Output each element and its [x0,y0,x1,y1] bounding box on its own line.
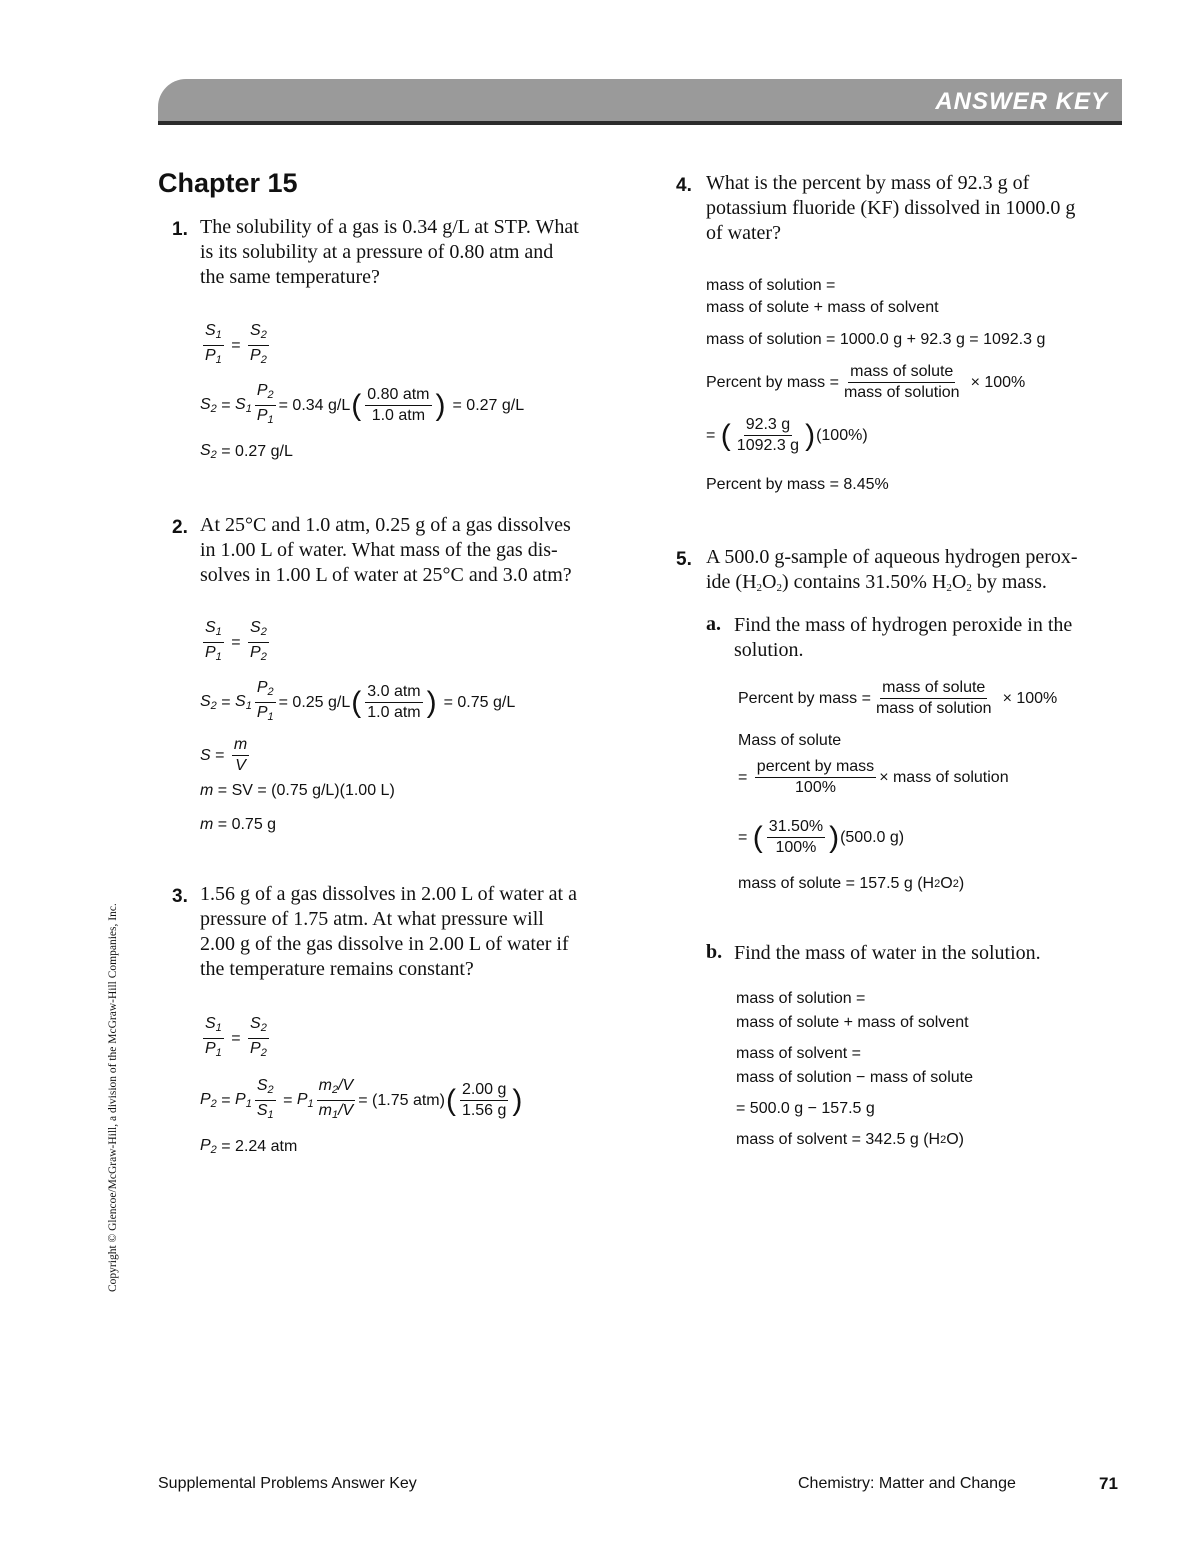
equation-line: $S_2$ = 0.27 g/L [200,442,293,461]
header-rule [158,121,1122,125]
footer-book-section: Supplemental Problems Answer Key [158,1475,417,1492]
equation-text: = (1.75 atm) [358,1091,445,1109]
fraction-denominator: 1092.3 g [736,437,800,454]
equation-text: = 0.34 g/L [278,396,351,414]
equation-result: = 0.27 g/L [221,442,293,460]
fraction-numerator: 0.80 atm [365,386,431,406]
equation-result: = 0.75 g [217,816,277,833]
equation-text: × mass of solution [879,768,1009,786]
fraction-numerator: mass of solute [880,679,987,699]
question-number: 5. [676,549,692,570]
equation-line: S = $\frac{m}{V}$ [200,736,248,774]
fraction-denominator: 1.0 atm [371,407,426,424]
copyright-notice: Copyright © Glencoe/McGraw-Hill, a division of the McGraw-Hill Companies, Inc. [107,903,119,1292]
solution-line: mass of solvent = [736,1045,861,1062]
part-line: Find the mass of hydrogen peroxide in the [734,614,1073,636]
equation-text: Percent by mass = [738,689,871,707]
equation-text: Percent by mass = [706,373,839,391]
fraction-denominator: 1.56 g [461,1102,507,1119]
question-text [706,171,1075,246]
equation-text: (500.0 g) [840,828,905,846]
question-line: A 500.0 g-sample of aqueous hydrogen perox- [706,546,1078,568]
equation-line: $\frac{S_1}{P_1}$ = $\frac{S_2}{P_2}$ [205,322,267,366]
solution-line: mass of solution − mass of solute [736,1069,973,1086]
solution-result: mass of solvent = 342.5 g (H 2 O) [736,1131,965,1148]
equation-line: m = SV = (0.75 g/L)(1.00 L) [200,782,395,799]
fraction-numerator: 92.3 g [744,416,792,436]
question-line: The solubility of a gas is 0.34 g/L at STP. What [200,216,579,238]
equation-line: = ( $\frac{31.50\%}{100\%}$ ) (500.0 g) [738,818,905,856]
solution-line: mass of solute + mass of solvent [736,1014,969,1031]
question-text [200,215,579,290]
fraction-denominator: mass of solution [875,700,992,717]
solution-line: mass of solution = [706,277,836,294]
fraction-numerator: mass of solute [848,363,955,383]
solution-line: mass of solution = [736,990,866,1007]
part-line: solution. [734,639,804,661]
fraction-denominator: 1.0 atm [367,704,421,721]
question-number: 1. [172,219,188,240]
part-text: Find the mass of water in the solution. [734,942,1041,964]
equation-text: × 100% [1002,689,1058,707]
solution-line: mass of solute + mass of solvent [706,299,939,316]
part-label: a. [706,613,721,635]
equation-line: $\frac{S_1}{P_1}$ = $\frac{S_2}{P_2}$ [205,619,267,663]
question-text [200,882,577,982]
equation-line: m = 0.75 g [200,816,277,833]
equation-line: $S_2$ = $S_1$ $\frac{P_2}{P_1}$ = 0.34 g/L ( $\frac{\text{0.80 atm}}{\text{1.0 atm}}$ ) = 0.27 g/L [200,382,525,426]
equation-result: = 0.27 g/L [452,396,525,414]
solution-result: Percent by mass = 8.45% [706,476,889,493]
question-line: 1.56 g of a gas dissolves in 2.00 L of water at a [200,883,577,905]
question-line: pressure of 1.75 atm. At what pressure will [200,908,544,930]
question-number: 2. [172,517,188,538]
equation-line: $\frac{S_1}{P_1}$ = $\frac{S_2}{P_2}$ [205,1015,267,1059]
question-line: solves in 1.00 L of water at 25°C and 3.0 atm? [200,564,572,586]
part-label: b. [706,941,723,963]
equation-result: = 0.75 g/L [443,693,516,711]
equation-result: = 2.24 atm [221,1137,298,1155]
equation-line [738,679,1057,718]
equation-line: $P_2$ = 2.24 atm [200,1137,298,1156]
fraction-numerator: percent by mass [755,758,876,778]
question-number: 3. [172,886,188,907]
fraction-numerator: 31.50% [767,818,825,838]
question-line: of water? [706,222,781,244]
question-line: in 1.00 L of water. What mass of the gas dis- [200,539,558,561]
question-line: At 25°C and 1.0 atm, 0.25 g of a gas dissolves [200,514,571,536]
question-line: ide $(H_2O_2)$ contains 31.50% $H_2O_2$ by mass. [706,571,1047,594]
fraction-numerator: 3.0 atm [365,683,422,703]
solution-result: mass of solute = 157.5 g (H 2 O 2 ) [738,875,965,892]
question-text [200,513,572,588]
equation-line: = ( $\frac{92.3 g}{1092.3 g}$ ) (100%) [706,416,868,454]
equation-text: × 100% [970,373,1026,391]
equation-line: $S_2$ = $S_1$ $\frac{P_2}{P_1}$ = 0.25 g/L ( $\frac{\text{3.0 atm}}{\text{1.0 atm}}$ ) = 0.75 g/L [200,679,516,723]
solution-line: Mass of solute [738,732,842,749]
header-title: ANSWER KEY [935,88,1108,115]
equation-text: = SV = (0.75 g/L)(1.00 L) [217,782,395,799]
question-line: What is the percent by mass of 92.3 g of [706,172,1030,194]
equation-line: = $\frac{\text{percent by mass}}{100\%}$ × mass of solution [738,758,1009,796]
question-line: 2.00 g of the gas dissolve in 2.00 L of water if [200,933,569,955]
fraction-denominator: mass of solution [843,384,960,401]
equation-text: = 0.25 g/L [278,693,351,711]
question-line: the same temperature? [200,266,380,288]
part-text [734,613,1072,663]
solution-line: mass of solution = 1000.0 g + 92.3 g = 1092.3 g [706,331,1046,348]
fraction-numerator: 2.00 g [460,1081,508,1101]
question-text [706,545,1078,601]
chapter-title: Chapter 15 [158,168,298,198]
fraction-denominator: 100% [775,839,817,856]
page-number: 71 [1099,1474,1118,1493]
equation-line [706,363,1025,402]
question-number: 4. [676,175,692,196]
question-line: the temperature remains constant? [200,958,474,980]
equation-line: $P_2$ = $P_1$ $\frac{S_2}{S_1}$ = $P_1$ $\frac{m_2/V}{m_1/V}$ = (1.75 atm) ( $\frac{2.00 g}{1.56 g}$ ) [200,1077,523,1121]
question-line: is its solubility at a pressure of 0.80 atm and [200,241,554,263]
footer-book-title: Chemistry: Matter and Change [798,1475,1016,1492]
question-line: potassium fluoride (KF) dissolved in 1000.0 g [706,197,1076,219]
solution-line: = 500.0 g − 157.5 g [736,1100,875,1117]
equation-text: (100%) [816,426,868,444]
fraction-denominator: 100% [795,779,836,796]
